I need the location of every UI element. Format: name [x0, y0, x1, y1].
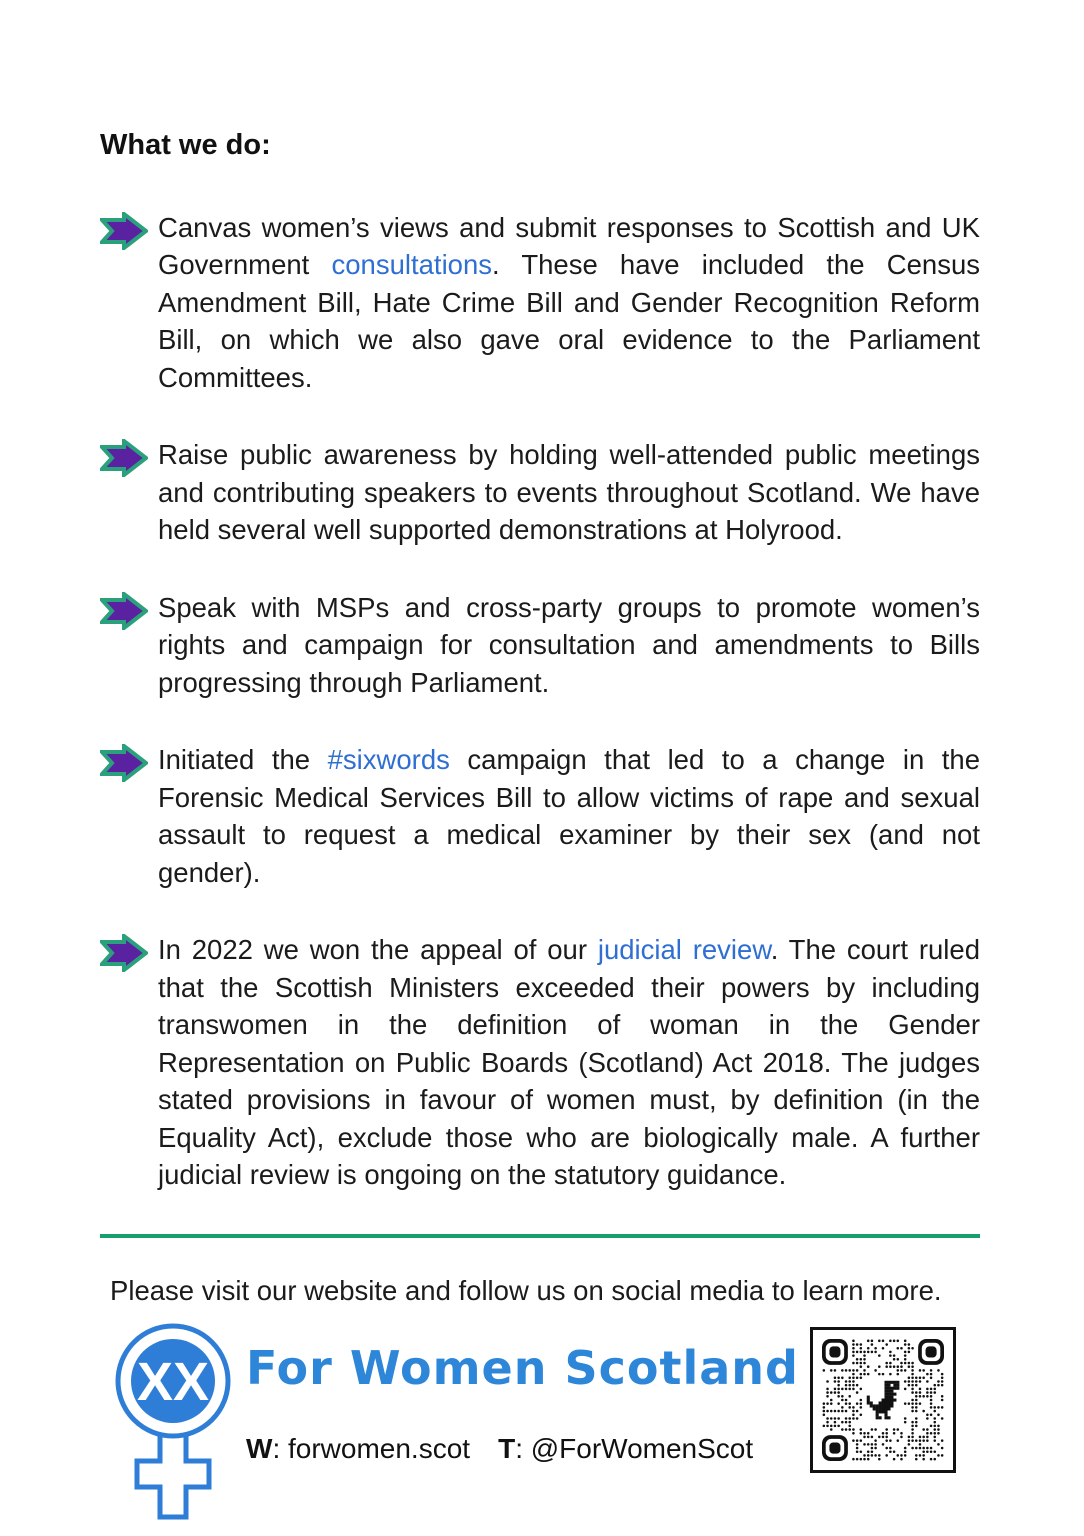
bullet-text [158, 589, 980, 702]
bullet-text-segment: Canvas women’s views and submit responses to Scottish and UK Government [158, 211, 980, 281]
logo-xx-text: XX [136, 1351, 210, 1412]
bullet-text-segment: . These have included the Census Amendment Bill, Hate Crime Bill and Gender Recognition Reform Bill, on which we also gave oral evidence to the Parliament Committees. [158, 249, 980, 393]
female-symbol-icon [110, 1321, 236, 1521]
page-title: What we do: [100, 129, 271, 161]
arrow-bullet-icon [100, 589, 148, 702]
bullet-item [100, 931, 980, 1194]
bullet-item [100, 741, 980, 891]
twitter-value: : @ForWomenScot [515, 1432, 754, 1464]
bullet-item [100, 589, 980, 702]
divider-line [100, 1234, 980, 1238]
bullet-text-segment: Initiated the [158, 744, 328, 776]
bullet-text [158, 931, 980, 1194]
bullet-text-segment: Raise public awareness by holding well-attended public meetings and contributing speakers to events throughout Scotland. We have held several well supported demonstrations at Holyrood. [158, 439, 980, 546]
footer-row [100, 1321, 980, 1536]
qr-code-image [822, 1339, 944, 1461]
bullet-text [158, 436, 980, 549]
twitter-label: T [498, 1432, 516, 1464]
footer-message: Please visit our website and follow us on social media to learn more. [110, 1274, 942, 1306]
bullet-text [158, 741, 980, 891]
sixwords-link[interactable]: #sixwords [327, 744, 450, 776]
bullet-item [100, 436, 980, 549]
website-value: : forwomen.scot [272, 1432, 471, 1464]
contact-line [246, 1433, 753, 1465]
brand-name: For Women Scotland [246, 1340, 799, 1395]
judicial-review-link[interactable]: judicial review [597, 934, 771, 966]
arrow-bullet-icon [100, 436, 148, 549]
arrow-bullet-icon [100, 741, 148, 891]
arrow-bullet-icon [100, 931, 148, 1194]
arrow-bullet-icon [100, 209, 148, 397]
for-women-scotland-logo [110, 1321, 236, 1521]
bullet-text-segment: . The court ruled that the Scottish Ministers exceeded their powers by including transwomen in the definition of woman in the Gender Representation on Public Boards (Scotland) Act 2018. The judges stated provisions in favour of women must, by definition (in the Equality Act), exclude those who are biologically male. A further judicial review is ongoing on the statutory guidance. [158, 934, 980, 1191]
qr-code [810, 1327, 956, 1473]
bullet-text-segment: In 2022 we won the appeal of our [158, 934, 598, 966]
bullet-text-segment: campaign that led to a change in the Forensic Medical Services Bill to allow victims of rape and sexual assault to request a medical examiner by their sex (and not gender). [158, 744, 980, 888]
bullet-list [100, 209, 980, 1194]
bullet-text [158, 209, 980, 397]
consultations-link[interactable]: consultations [331, 249, 493, 281]
bullet-item [100, 209, 980, 397]
bullet-text-segment: Speak with MSPs and cross-party groups to promote women’s rights and campaign for consultation and amendments to Bills progressing through Parliament. [158, 591, 980, 698]
website-label: W [246, 1432, 273, 1464]
